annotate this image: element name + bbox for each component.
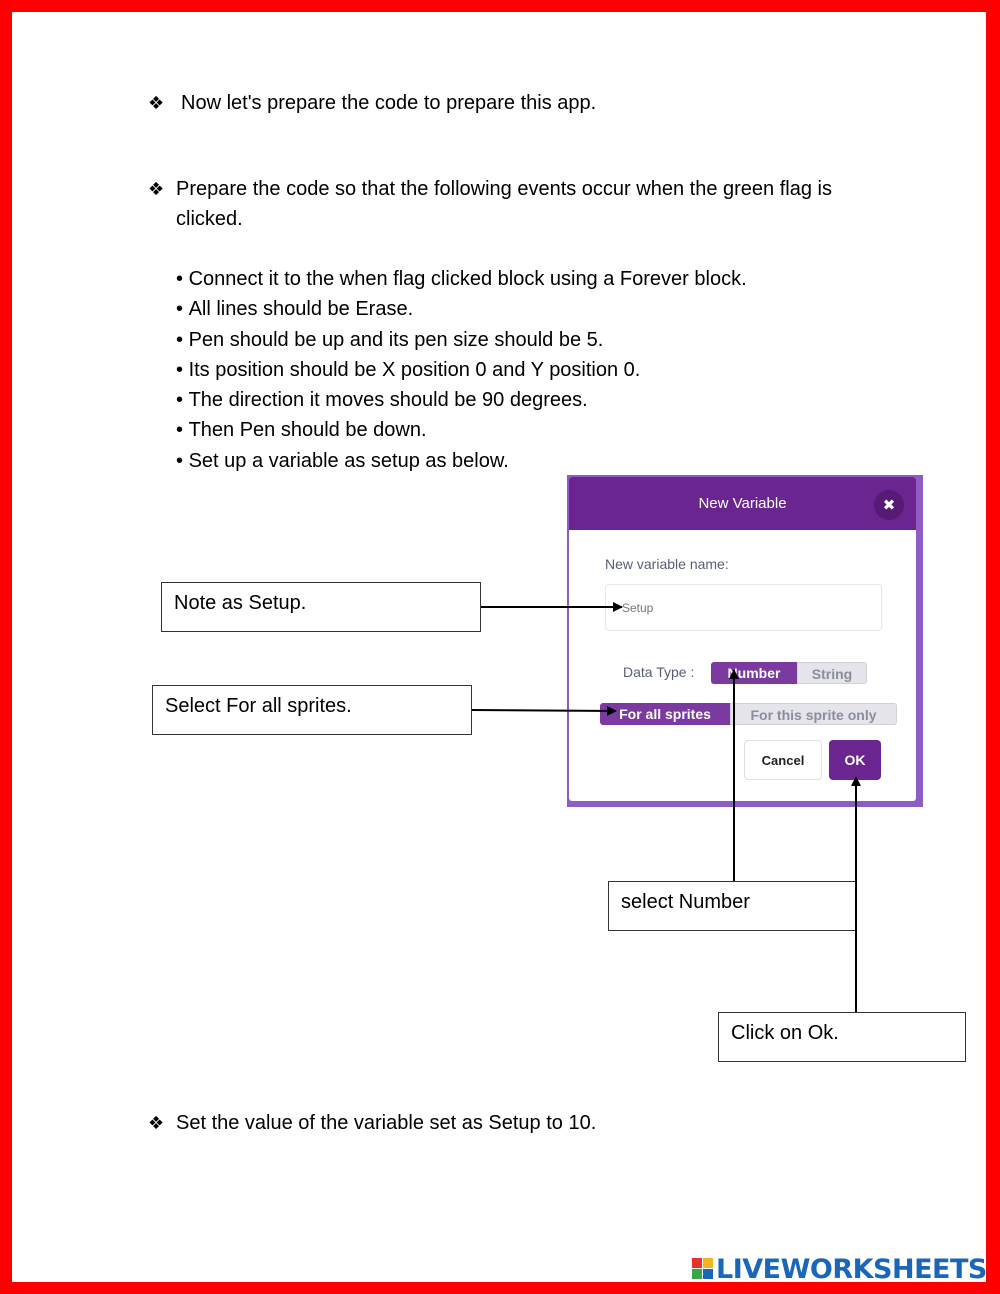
step-item: • Its position should be X position 0 and Y position 0. <box>176 355 747 385</box>
final-text: Set the value of the variable set as Setup to 10. <box>176 1112 597 1134</box>
for-all-sprites-option[interactable]: For all sprites <box>600 703 730 725</box>
step-item: • Set up a variable as setup as below. <box>176 446 747 476</box>
diamond-bullet-icon: ❖ <box>148 179 165 199</box>
variable-name-label: New variable name: <box>605 556 729 572</box>
callout-select-number: select Number <box>608 881 856 931</box>
diamond-bullet-icon: ❖ <box>148 93 165 113</box>
string-option[interactable]: String <box>797 662 867 684</box>
close-icon[interactable]: ✖ <box>874 490 904 520</box>
liveworksheets-logo <box>692 1254 987 1284</box>
callout-click-ok: Click on Ok. <box>718 1012 966 1062</box>
callout-note-setup: Note as Setup. <box>161 582 481 632</box>
arrow-to-for-all-sprites <box>472 710 616 711</box>
logo-mark-icon <box>692 1258 714 1280</box>
step-item: • Connect it to the when flag clicked block using a Forever block. <box>176 264 747 294</box>
for-this-sprite-only-option[interactable]: For this sprite only <box>730 703 897 725</box>
number-option[interactable]: Number <box>711 662 797 684</box>
diamond-bullet-icon: ❖ <box>148 1113 165 1133</box>
dialog-title: New Variable <box>698 495 787 512</box>
data-type-label: Data Type : <box>623 664 695 680</box>
cancel-button[interactable]: Cancel <box>744 740 822 780</box>
final-bullet <box>148 1108 886 1138</box>
logo-text: LIVEWORKSHEETS <box>716 1253 987 1285</box>
step-item: • Then Pen should be down. <box>176 415 747 445</box>
step-item: • Pen should be up and its pen size should be 5. <box>176 325 747 355</box>
ok-button[interactable]: OK <box>829 740 881 780</box>
step-item: • The direction it moves should be 90 degrees. <box>176 385 747 415</box>
task-text: Prepare the code so that the following events occur when the green flag is clicked. <box>176 178 832 230</box>
intro-text: Now let's prepare the code to prepare this app. <box>181 92 597 114</box>
callout-select-for-all-sprites: Select For all sprites. <box>152 685 472 735</box>
step-item: • All lines should be Erase. <box>176 294 747 324</box>
